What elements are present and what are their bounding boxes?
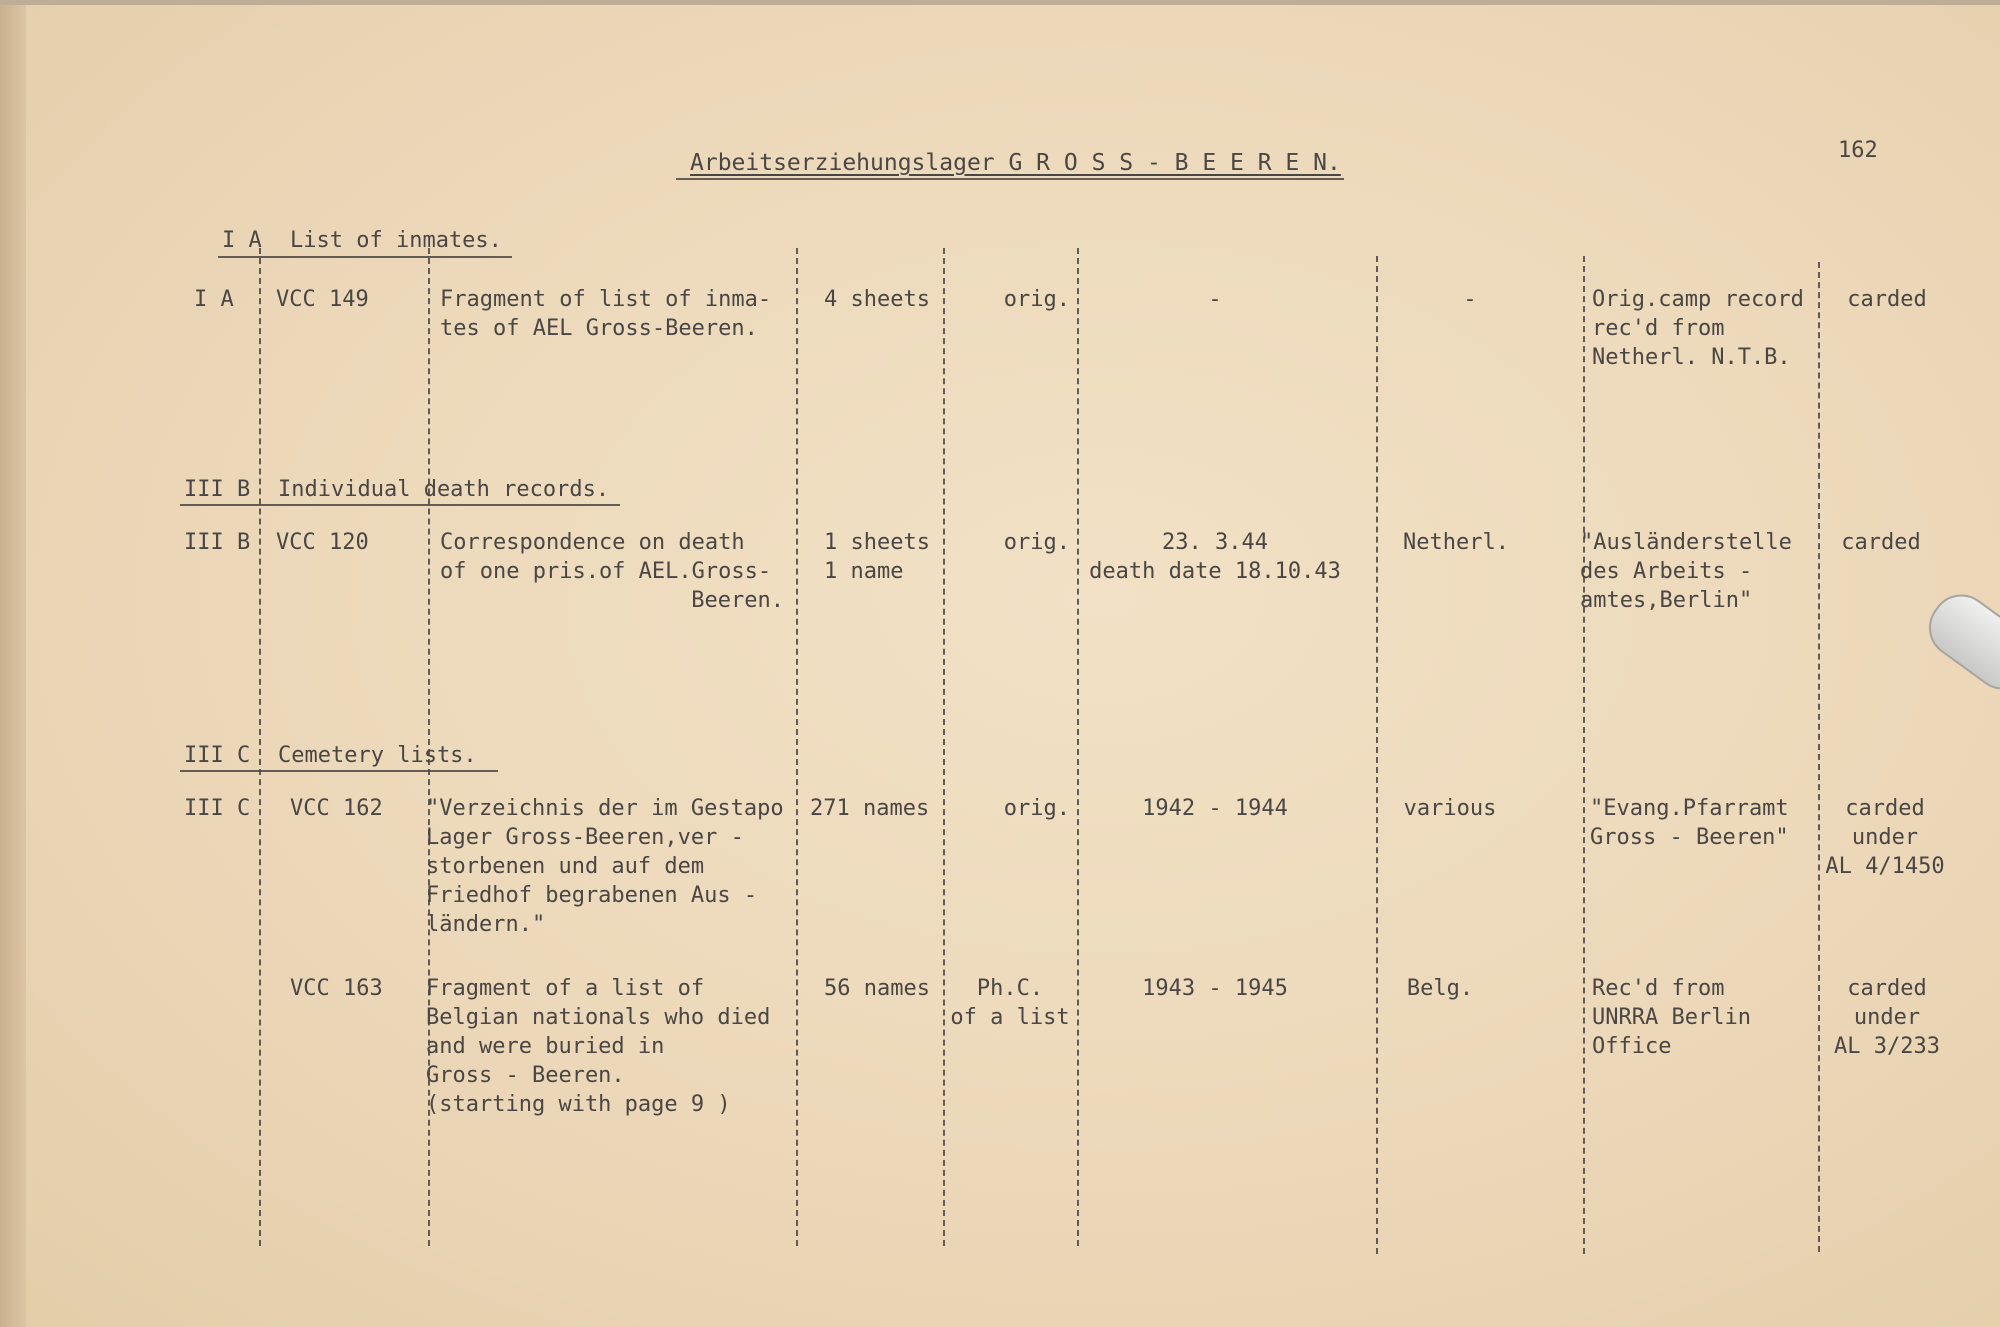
row-status: carded [1847, 287, 1927, 312]
row-dates: - [1208, 287, 1222, 312]
row-source: "Evang.Pfarramt Gross - Beeren" [1590, 796, 1789, 850]
row-quantity: 4 sheets [824, 287, 930, 312]
row-dates: 23. 3.44 death date 18.10.43 [1089, 530, 1341, 584]
column-rule-7 [1583, 256, 1585, 1254]
row-status: carded under AL 4/1450 [1825, 796, 1945, 879]
page-number: 162 [1838, 138, 1878, 163]
section-heading-ia: List of inmates. [290, 228, 502, 253]
column-rule-4 [943, 248, 945, 1246]
row-status: carded [1841, 530, 1921, 555]
section-underline-iiic [180, 770, 498, 772]
page-binding [0, 0, 26, 1327]
row-code: I A [194, 287, 234, 312]
section-heading-iiib: Individual death records. [278, 477, 610, 502]
row-type: orig. [1003, 530, 1070, 555]
column-rule-6 [1376, 256, 1378, 1254]
section-heading-iiic: Cemetery lists. [278, 743, 477, 768]
row-nationality: Netherl. [1403, 530, 1509, 555]
row-vcc: VCC 149 [276, 287, 369, 312]
row-source: "Ausländerstelle des Arbeits - amtes,Berlin" [1580, 530, 1792, 613]
row-quantity: 1 sheets 1 name [824, 530, 930, 584]
section-code-ia: I A [222, 228, 262, 253]
paper-clip [1917, 583, 2000, 702]
row-type: orig. [1003, 287, 1070, 312]
row-quantity: 56 names [824, 976, 930, 1001]
row-description: Fragment of list of inma- tes of AEL Gross-Beeren. [440, 287, 772, 341]
section-code-iiib: III B [184, 477, 251, 502]
page-top-edge [0, 0, 2000, 5]
column-rule-3 [796, 248, 798, 1246]
row-vcc: VCC 120 [276, 530, 369, 555]
title-underline [676, 178, 1344, 180]
row-description: Fragment of a list of Belgian nationals who died and were buried in Gross - Beeren. (starting with page 9 ) [426, 976, 771, 1117]
section-code-iiic: III C [184, 743, 251, 768]
row-vcc: VCC 163 [290, 976, 383, 1001]
column-rule-8 [1818, 262, 1820, 1252]
row-nationality: - [1463, 287, 1477, 312]
row-dates: 1943 - 1945 [1142, 976, 1288, 1001]
row-code: III C [184, 796, 251, 821]
section-underline-iiib [180, 504, 620, 506]
row-description: Correspondence on death of one pris.of AEL.Gross- [440, 530, 772, 584]
row-status: carded under AL 3/233 [1834, 976, 1940, 1059]
row-nationality: various [1403, 796, 1497, 821]
row-description: "Verzeichnis der im Gestapo Lager Gross-Beeren,ver - storbenen und auf dem Friedhof begrabenen Aus - ländern." [426, 796, 784, 937]
row-quantity: 271 names [810, 796, 930, 821]
row-type: Ph.C. of a list [950, 976, 1070, 1030]
row-description-end: Beeren. [691, 588, 784, 613]
section-underline-ia [218, 256, 512, 258]
row-code: III B [184, 530, 251, 555]
row-source: Orig.camp record rec'd from Netherl. N.T.B. [1592, 287, 1804, 370]
row-type: orig. [1003, 796, 1070, 821]
document-title: Arbeitserziehungslager G R O S S - B E E R E N. [690, 150, 1341, 176]
row-source: Rec'd from UNRRA Berlin Office [1592, 976, 1751, 1059]
row-nationality: Belg. [1406, 976, 1474, 1001]
row-dates: 1942 - 1944 [1142, 796, 1288, 821]
row-vcc: VCC 162 [290, 796, 383, 821]
column-rule-5 [1077, 248, 1079, 1246]
column-rule-1 [259, 248, 261, 1246]
